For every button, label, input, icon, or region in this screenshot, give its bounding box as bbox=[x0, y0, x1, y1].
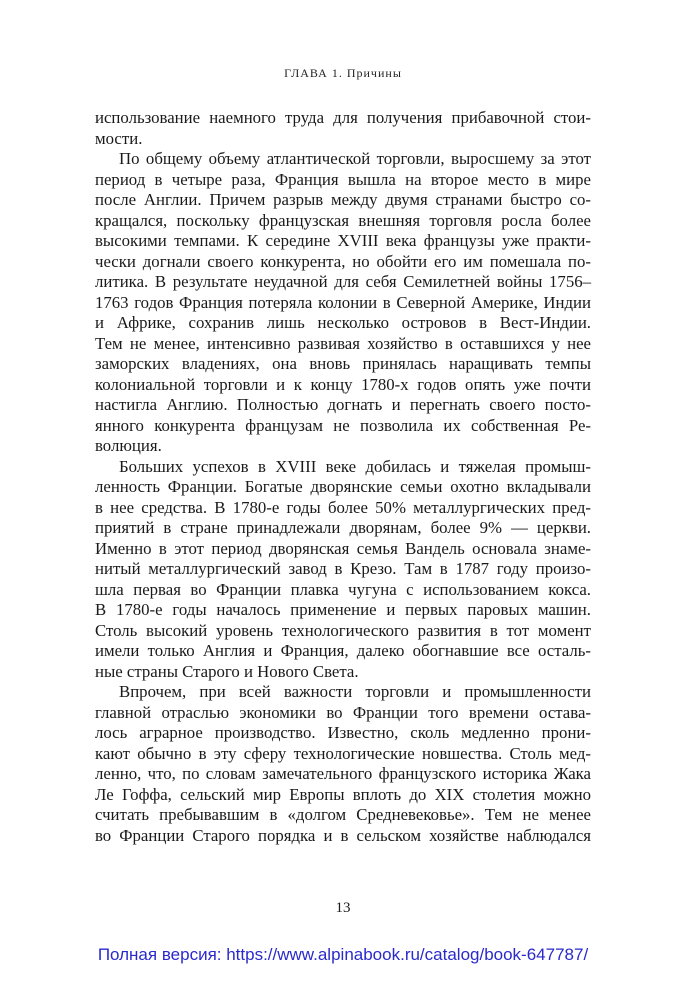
text-line: во Франции Старого порядка и в сельском хозяйстве наблюдался bbox=[95, 825, 591, 845]
paragraph bbox=[95, 108, 591, 149]
text-line: использование наемного труда для получения прибавочной стои- bbox=[95, 108, 591, 127]
text-line: Именно в этот период дворянская семья Вандель основала знаме- bbox=[95, 538, 591, 558]
text-line: ленность Франции. Богатые дворянские семьи охотно вкладывали bbox=[95, 477, 591, 496]
text-line: и Африке, сохранив лишь несколько островов в Вест-Индии. bbox=[95, 313, 591, 332]
text-line: Впрочем, при всей важности торговли и промышленности bbox=[119, 682, 591, 701]
text-line: шла первая во Франции плавка чугуна с использованием кокса. bbox=[95, 579, 591, 599]
paragraph bbox=[95, 149, 591, 457]
text-line: в нее средства. В 1780-е годы более 50% металлургических пред- bbox=[95, 497, 591, 517]
text-line: высокими темпами. К середине XVIII века французы уже практи- bbox=[95, 231, 591, 250]
running-head: ГЛАВА 1. Причины bbox=[284, 66, 402, 80]
text-line: колониальной торговли и к концу 1780-х годов опять уже почти bbox=[95, 374, 591, 394]
text-line: имели только Англия и Франция, далеко обогнавшие все осталь- bbox=[95, 641, 591, 660]
text-line: Тем не менее, интенсивно развивая хозяйство в оставшихся у нее bbox=[95, 333, 591, 353]
text-line: главной отраслью экономики во Франции того времени остава- bbox=[95, 702, 591, 722]
text-line: 1763 годов Франция потеряла колонии в Северной Америке, Индии bbox=[95, 292, 591, 312]
text-line: Столь высокий уровень технологического развития в тот момент bbox=[95, 620, 591, 640]
text-line: кают обычно в эту сферу технологические новшества. Столь мед- bbox=[95, 743, 591, 763]
text-line: мости. bbox=[95, 128, 143, 148]
page-number: 13 bbox=[335, 900, 351, 916]
text-line: кращался, поскольку французская внешняя торговля росла более bbox=[95, 210, 591, 230]
text-line: В 1780-е годы началось применение и первых паровых машин. bbox=[95, 600, 591, 619]
text-line: заморских владениях, она вновь принялась наращивать темпы bbox=[95, 354, 591, 373]
paragraph bbox=[95, 682, 591, 846]
text-line: настигла Англию. Полностью догнать и перегнать своего посто- bbox=[95, 395, 591, 414]
body-text bbox=[95, 108, 591, 846]
text-line: чески догнали своего конкурента, но обойти его им помешала по- bbox=[95, 251, 591, 271]
text-line: нитый металлургический завод в Крезо. Там в 1787 году произо- bbox=[95, 559, 591, 578]
text-line: ленно, что, по словам замечательного французского историка Жака bbox=[95, 764, 591, 783]
text-line: после Англии. Причем разрыв между двумя странами быстро со- bbox=[95, 190, 591, 209]
text-line: волюция. bbox=[95, 436, 162, 455]
text-line: Больших успехов в XVIII веке добилась и тяжелая промыш- bbox=[119, 456, 591, 476]
text-line: Ле Гоффа, сельский мир Европы вплоть до XIX столетия можно bbox=[95, 784, 591, 804]
text-line: считать пребывавшим в «долгом Средневековье». Тем не менее bbox=[95, 805, 591, 824]
text-line: лось аграрное производство. Известно, сколь медленно прони- bbox=[95, 723, 591, 742]
text-line: ные страны Старого и Нового Света. bbox=[95, 661, 359, 681]
text-line: янного конкурента французам не позволила их собственная Ре- bbox=[95, 415, 591, 435]
text-line: По общему объему атлантической торговли, выросшему за этот bbox=[119, 149, 591, 168]
paragraph bbox=[95, 457, 591, 683]
full-version-link[interactable]: Полная версия: https://www.alpinabook.ru/catalog/book-647787/ bbox=[97, 945, 589, 964]
text-line: период в четыре раза, Франция вышла на второе место в мире bbox=[95, 169, 591, 189]
text-line: приятий в стране принадлежали дворянам, более 9% — церкви. bbox=[95, 518, 591, 537]
text-line: литика. В результате неудачной для себя Семилетней войны 1756– bbox=[95, 272, 591, 291]
